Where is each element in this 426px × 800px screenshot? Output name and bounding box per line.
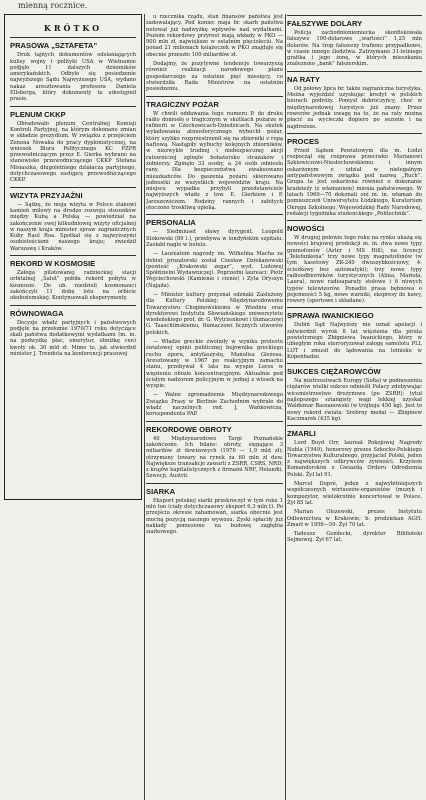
section-heading: SPRAWA IWANICKIEGO <box>287 311 374 321</box>
article-paragraph: Marian Olszewski, prezes Instytutu Odlewnictwa w Krakowie; b. prodziekan AGH. Zmarł w 1956—59. Żył 70 lat. <box>287 509 422 528</box>
column-divider <box>144 14 145 800</box>
section-rule <box>10 305 136 306</box>
article-paragraph: Marcel Dupré, jeden z najwybitniejszych współczesnych wirtuozów-organistów (muzyk i kompozytor, wielokrotnie koncertował w Polsce. Żył 85 lat. <box>287 481 422 506</box>
article-paragraph: Dubiń Sąd Najwyższy nie uznał apelacji i zatwierdził wyrok 8 lat więzienia dla pirata powietrznego Zbigniewa Iwanickiego, który w ubiegłym roku sterroryzował załogę samolotu PLL LOT i zmusił do lądowania na lotnisku w Kopenhadze. <box>287 322 422 360</box>
section-rule <box>10 255 136 256</box>
kronika-title: KRÓTKO <box>43 23 103 33</box>
article-paragraph: Na mistrzostwach Europy (Sofia) w podnoszeniu ciężarów wielki sukces odnieśli Polacy zdobywając wicemistrzostwo drużynowe (po ZSRR); tytuł najlepszego sztangisty wagi lekkiej uzyskał Waldemar Baszanowski (w trójboju 450 kg). Jest to nowy rekord świata: Srebrny medal — Zbigniew Kaczmarek (435 kg). <box>287 378 422 422</box>
article-paragraph: Obradowało plenum Centralnej Komisji Kontroli Partyjnej, na którym dokonano zmian w składzie prezydium. W związku z przejściem Zenona Nowaka do pracy dyplomatycznej, na wniosek Biura Politycznego KC PZPR przewodniczącym przez E. Gierka wybrano na stanowisko przewodniczącego CKKP Stefana Misiaszka, długoletniego działacza partyjnego, dotychczasowego zastępcę przewodniczącego CKKP. <box>10 120 136 184</box>
section-rule <box>146 483 283 484</box>
column-left <box>4 14 142 796</box>
section-heading: NOWOŚCI <box>287 224 325 234</box>
section-rule <box>10 37 136 38</box>
article-paragraph: Przed Sądem Powiatowym dla m. Łodzi rozpoczął się rozprawa przeciwko Marianowi Szkiewiczowi-Niesłochowskiemu i innym oskarżonym o udział w nielegalnym antypaństwowym związku pod nazwą „Ruch”. Grupa ta jest oskarżona również o dokonanie kradzieży (z włamaniem) mienia państwowego. W latach 1969—70 dokonali oni m. in. włamań do pomieszczeń Uniwersytetu Łódzkiego, Kuratorium Okręgu Szkolnego, Wojewódzkiej Rady Narodowej, redakcji tygodnika studenckiego „Politechnik”. <box>287 147 422 217</box>
article-paragraph: 40 Międzynarodowe Targi Poznańskie zakończono. Ich bilans: obroty, sięgające 3 miliardów zł dewizowych (1970 — 1,9 mld zł); otrzymany towary na rynek za 60 mln zł dew. Największe transakcje zawarli z ZSRR, CSRS, NRD; z krajów kapitalistycznych z firmami NRF, Holandii, Szwecji, Austrii. <box>146 435 283 480</box>
section-heading: PERSONALIA <box>146 218 196 228</box>
article-paragraph: Decyzje władz partyjnych i państwowych podjęte na przełomie 1970/71 roku dotyczące skali państwa dodatkowymi wydatkami (m. in. na podwyżkę płac, emerytur, obniżkę cen) kwoty ok. 30 mld zł. Mimo to, jak stwierdził minister J. Trendota na konferencji prasowej <box>10 319 136 357</box>
section-heading: PLENUM CKKP <box>10 109 66 119</box>
section-rule <box>146 421 283 422</box>
column-middle <box>146 14 283 796</box>
section-rule <box>10 187 136 188</box>
article-paragraph: Od połowy lipca br. także zagraniczna turystyka. Można wyjeździć uzyskując kredyt w polskich biurach podróży. Pomysł dobroczyńcy, choć w międzynarodowej turystyce już znany. Przez rowerów jednak uwagę na to, że na raty można płacić za wycieczki dopiero po sezonie i na najdroższe. <box>287 85 422 130</box>
article-paragraph: Lord Boyd Orr, laureat Pokojowej Nagrody Nobla (1949), honorowy prezes Szkocko-Polskiego Towarzystwa Kulturalnego, przyjaciel Polski, jeden z największych odkrywców żywności. Krzyżem Komandorskim z Gwiazdą Orderu Odrodzenia Polski. Żył lat 91. <box>287 440 422 478</box>
section-heading: NA RATY <box>287 74 320 84</box>
section-rule <box>287 133 422 134</box>
section-heading: PRASOWA „SZTAFETA” <box>10 41 98 51</box>
section-rule <box>287 307 422 308</box>
section-heading: SIARKA <box>146 486 176 496</box>
column-left-body <box>10 37 136 357</box>
article-paragraph: Druk tajnych dokumentów odslaniających kulisy wojny i polityki USA w Wietnamie podjęło 11 dalszych dzienników amerykańskich. Odbyło się posiedzenie najwyższego Sądu Najwyższego USA, wydano nakaz aresztowania profesora Daniela Ellsberga, który dokumenty te udostępnił prasie. <box>10 52 136 103</box>
section-rule <box>287 363 422 364</box>
article-paragraph: — Walne zgromadzenie Międzynarodowego Związku Prasy w Berlinie Zachodnim wybrało do władz naczelnych red. J. Wańkowicza, korespondenta PAP. <box>146 392 283 418</box>
section-rule <box>287 15 422 16</box>
header-fragment: mienną rocznice. <box>18 1 88 10</box>
article-paragraph: Tadeusz Gozdecki, dyrektor Biblioteki Sejmowej. Żył 67 lat. <box>287 531 422 544</box>
section-rule <box>287 425 422 426</box>
article-paragraph: — Sądzę, że moja wizyta w Polsce stanowi kamień milowy na drodze rozwoju stosunków między Kubą a Polską — powiedział na zakończenie swej kilkudniowej wizyty oficjalnej w naszym kraju minister spraw zagranicznych Kuby Raul Roa. Spotkał się z najwyższymi osobistościami naszego kraju; zwiedził Warszawę i Kraków. <box>10 201 136 252</box>
section-rule <box>10 106 136 107</box>
section-heading: PROCES <box>287 136 320 146</box>
article-paragraph: u rzecznika rządu, stan finansów państwa jest zadowalający. Pod koniec maja br. skarb państwa notował już nadwyżkę wpływów nad wydatkami. Poziom rekordowy przyrost mają wkłady w PKO — 900 mln zł, największe w ostatnim pięcioleciu. Na ponad 21 milionach książeczek w PKO znajduje się obecnie przeszło 100 miliardów zł. <box>146 14 283 58</box>
article-paragraph: Dodajmy, że pozytywne tendencje towarzyszą również realizacji narodowego planu gospodarczego za ostatnie pięć miesięcy, co stwierdziła Rada Ministrów na ostatnim posiedzeniu. <box>146 61 283 93</box>
column-divider <box>285 14 286 800</box>
column-middle-body <box>146 14 283 535</box>
section-heading: FAŁSZYWE DOLARY <box>287 19 363 28</box>
article-paragraph: Policja zachodnioniemiecka skonfiskowała fałszywe 100-dolarowe „wartości” 1,25 mln dolarów. Na trop fałszerzy trafiono przypadkowo, w czasie innego śledztwa. Zatrzymano 31-letniego grafika i jego żonę, w których mieszkaniu znaleziono „bank” fałszerskim. <box>287 30 422 68</box>
section-heading: WIZYTA PRZYJAŹNI <box>10 190 83 200</box>
section-heading: REKORD W KOSMOSIE <box>10 259 96 269</box>
section-heading: ZMARLI <box>287 429 316 439</box>
article-paragraph: — Minister kultury przyznał odznaki Zasłużony dla Kultury Polskiej: Międzynarodowemu Towarzystwu Chopinowskiemu w Wiedniu oraz dyrektorowi Instytutu Słowiańskiego uniwersytetu wiedeńskiego prof. dr. G. Wytrzenkowi i tłumaczowi G. Taaschlinskiemu, tłumaczowi licznych utworów polskich. <box>146 291 283 336</box>
column-right-body <box>287 15 422 544</box>
article-paragraph: — Władze greckie zwolniły w wyniku protestu światowej opinii publicznej bojownika greckiego ruchu oporu, antyfaszystę, Manolisa Glezosa. Aresztowany w 1967 po reakcyjnym zamachu stanu, przebywał 4 lata na wyspie Leros w więzieniu obozie koncentracyjnym. Aktualnie pod ścisłym nadzorem policyjnym w jednej z wiosek na wyspie. <box>146 339 283 390</box>
article-paragraph: W chwili oddawania tego numeru P. do druku radio doniosło o tragicznym w skutkach pożarze w rafinerii w Czechowicach-Dziedzicach. Na skutek wyładowania atmosferycznego wybuchł pożar, który szybko rozprzestrzenił się na zbiorniki z ropą naftową. Nastąpiły wybuchy kolejnych zbiorników, w niezwykle trudnej i niebezpiecznej akcji ratowniczej zginęło bohatersko strażaków i żołnierzy. Zginęło 33 osoby, a 24 osób odniosło rany. Dla bezpieczeństwa ewakuowano mieszkańców. Do gaszenia pożaru skierowano jednostki ze wszystkich województw kraju. Na miejsce wypadku przybyli przedstawiciele najwyższych władz z tow. E. Gierkiem i P. Jaroszewiczem. Rodziny rannych i zabitych otoczono troskliwą opieką. <box>146 110 283 212</box>
kronika-box <box>4 14 142 500</box>
section-heading: SUKCES CIĘŻAROWCÓW <box>287 367 381 377</box>
article-paragraph: — Siedmiuset sławy dyrygent. Leopold Stokowski (89 l.), przebywa w londyńskim szpitalu. Zasłabł nagle w hotelu. <box>146 229 283 248</box>
article-paragraph: — Laureatem nagrody im. Wilhelma Macha za debiut prozatorski został Czesław Dziekanowski (powieść „Krakowski zegar”, wyd. Ludowej Spółdzielni Wydawniczej). Poprzedni laureaci: Piotr Wojciechowski (Kamienie i cienie) i Zyta Oryszyn (Najada). <box>146 251 283 289</box>
article-paragraph: Eksport polskiej siarki przekroczył w tym roku 1 mln ton (ciały dotychczasowy eksport 6,3 mln t). Po przejściu okresie zahamowań, siarka obecnie jest mocną pozycją naszego wywozu. Zyski spłaciły już nakłady poniesione na budowę zagłębia siarkowego. <box>146 497 283 536</box>
section-rule <box>146 214 283 215</box>
column-right <box>287 14 422 796</box>
article-paragraph: W drugiej połowie tego roku na rynku ukażą się nowości krajowej produkcji m. in. dwa nowe typy gramofonów (Aster i MS Hill), na licencji „Telefunkena” trzy nowe typy magnetofonów (w tym kasetowy ZK-240 dwuszybkościowy, 4-ścieżkowy bez automatyki); trzy nowe typy radioodbiorników turystycznych (Alina, Mariola, Laura), nowe radioaparaty stołowe i 6 nowych typów telewizorów. Ponadto prasa bębnowa o pojemności 5 kg, nowe warniki, ekspresy do kawy, rowery (sportowe i składane). <box>287 235 422 305</box>
section-rule <box>287 220 422 221</box>
section-heading: TRAGICZNY POŻAR <box>146 99 219 109</box>
section-rule <box>287 71 422 72</box>
section-heading: REKORDOWE OBROTY <box>146 424 232 434</box>
section-heading: RÓWNOWAGA <box>10 308 64 318</box>
section-rule <box>146 96 283 97</box>
article-paragraph: Załoga pilotowanej radzieckiej stacji orbitalnej „Salut” pobiła rekord pobytu w kosmosie. Do ub. niedzieli kosmonauci zakończyli 11 dobę lotu na orbicie okołoziemskiej. Kontynuowali eksperymenty. <box>10 270 136 302</box>
